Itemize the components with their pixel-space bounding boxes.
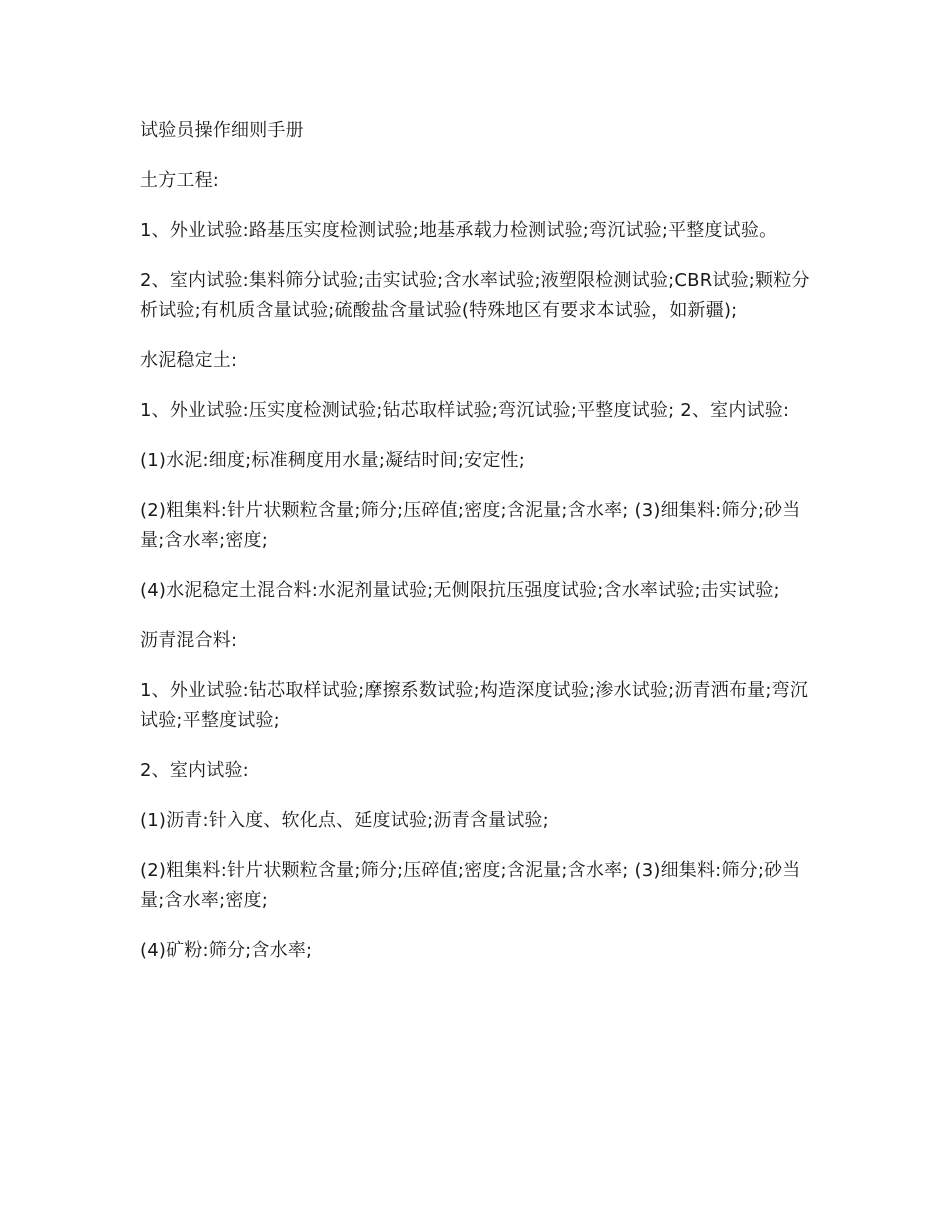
- paragraph: 1、外业试验:钻芯取样试验;摩擦系数试验;构造深度试验;渗水试验;沥青洒布量;弯沉试验;平整度试验;: [140, 680, 809, 731]
- section-heading-earthwork: 土方工程:: [140, 170, 220, 191]
- document-title: 试验员操作细则手册: [140, 120, 304, 141]
- paragraph: 1、外业试验:压实度检测试验;钻芯取样试验;弯沉试验;平整度试验; 2、室内试验:: [140, 400, 790, 421]
- paragraph: (2)粗集料:针片状颗粒含量;筛分;压碎值;密度;含泥量;含水率; (3)细集料:筛分;砂当量;含水率;密度;: [140, 500, 801, 551]
- section-heading-asphalt-mixture: 沥青混合料:: [140, 630, 238, 651]
- document-body: [140, 116, 820, 986]
- paragraph: (1)水泥:细度;标准稠度用水量;凝结时间;安定性;: [140, 450, 526, 471]
- paragraph: 2、室内试验:: [140, 760, 249, 781]
- paragraph: (4)矿粉:筛分;含水率;: [140, 940, 313, 961]
- paragraph: 2、室内试验:集料筛分试验;击实试验;含水率试验;液塑限检测试验;CBR试验;颗粒分析试验;有机质含量试验;硫酸盐含量试验(特殊地区有要求本试验，如新疆);: [140, 270, 810, 321]
- paragraph: (2)粗集料:针片状颗粒含量;筛分;压碎值;密度;含泥量;含水率; (3)细集料:筛分;砂当量;含水率;密度;: [140, 860, 801, 911]
- section-heading-cement-stabilized-soil: 水泥稳定土:: [140, 350, 238, 371]
- paragraph: (4)水泥稳定土混合料:水泥剂量试验;无侧限抗压强度试验;含水率试验;击实试验;: [140, 580, 780, 601]
- paragraph: (1)沥青:针入度、软化点、延度试验;沥青含量试验;: [140, 810, 549, 831]
- paragraph: 1、外业试验:路基压实度检测试验;地基承载力检测试验;弯沉试验;平整度试验。: [140, 220, 778, 241]
